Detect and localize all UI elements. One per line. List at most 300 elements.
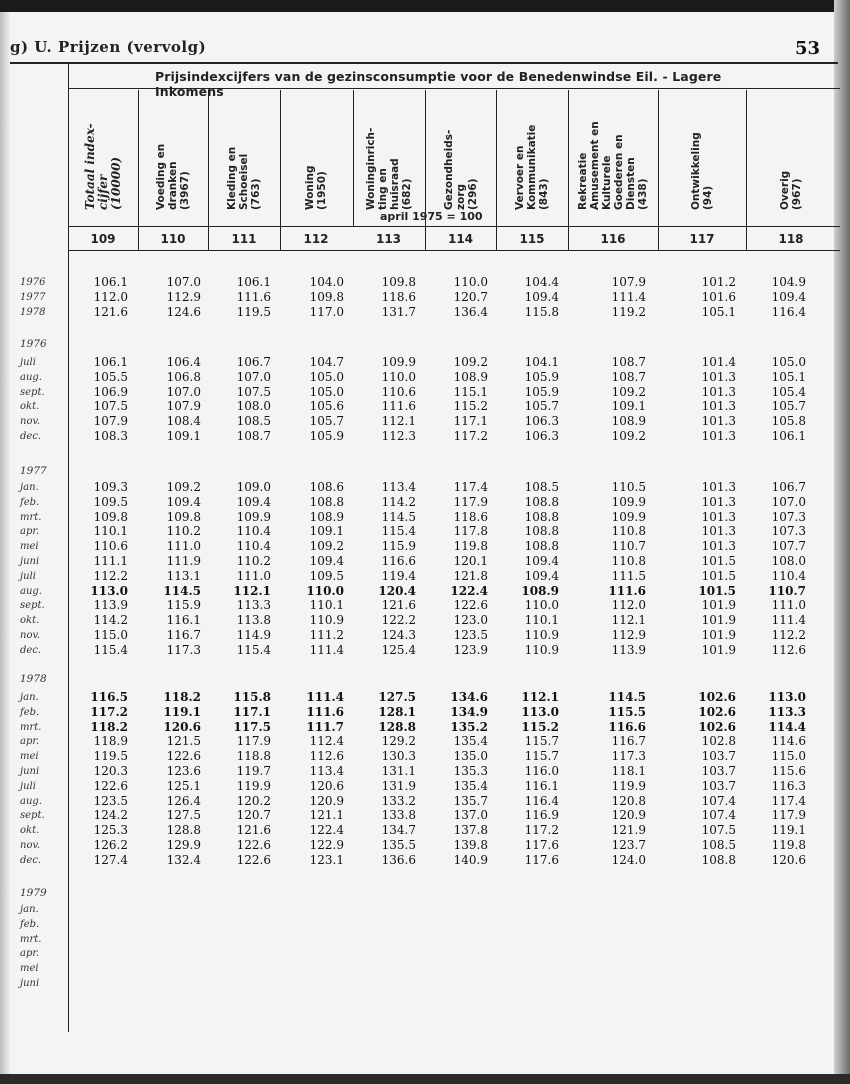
column-header — [70, 92, 136, 210]
table-cell: 108.8 — [524, 539, 559, 554]
table-cell: 128.1 — [378, 704, 416, 719]
table-cell: 111.6 — [608, 583, 646, 598]
row-label: aug. — [20, 585, 42, 597]
row-label: feb. — [20, 918, 40, 930]
column-rule — [658, 90, 659, 250]
table-cell: 135.3 — [453, 764, 488, 778]
column-number: 115 — [519, 232, 545, 246]
table-cell: 108.8 — [701, 852, 736, 867]
base-period-note: april 1975 = 100 — [380, 210, 483, 223]
column-number: 117 — [689, 232, 715, 246]
table-cell: 114.9 — [236, 628, 271, 642]
table-cell: 115.8 — [233, 690, 271, 704]
table-cell: 114.5 — [608, 690, 646, 704]
table-cell: 112.1 — [233, 583, 271, 598]
table-cell: 105.0 — [771, 355, 806, 369]
scan-border-right — [834, 0, 850, 1084]
table-cell: 110.9 — [524, 628, 559, 642]
table-cell: 111.0 — [166, 539, 201, 554]
table-cell: 118.6 — [381, 289, 416, 304]
row-label: 1976 — [20, 277, 46, 288]
table-cell: 110.9 — [524, 642, 559, 657]
column-rule — [496, 90, 497, 250]
table-cell: 124.6 — [166, 304, 201, 319]
table-cell: 121.5 — [166, 734, 201, 749]
table-cell: 112.3 — [381, 429, 416, 443]
table-cell: 122.6 — [236, 852, 271, 867]
table-cell: 118.2 — [163, 690, 201, 704]
table-cell: 123.0 — [453, 613, 488, 628]
table-cell: 123.5 — [93, 793, 128, 808]
row-label: jan. — [20, 692, 39, 703]
table-cell: 110.0 — [381, 369, 416, 384]
table-cell: 126.4 — [166, 793, 201, 808]
column-rule — [746, 90, 747, 250]
row-label: mrt. — [20, 511, 42, 523]
column-header — [210, 92, 278, 210]
table-cell: 110.2 — [236, 554, 271, 568]
table-cell: 111.4 — [771, 613, 806, 628]
column-number: 112 — [303, 232, 329, 246]
table-cell: 116.3 — [771, 778, 806, 793]
table-cell: 109.1 — [611, 399, 646, 414]
table-cell: 119.9 — [611, 778, 646, 793]
table-cell: 108.8 — [524, 524, 559, 539]
column-rule — [208, 90, 209, 250]
table-cell: 107.0 — [236, 369, 271, 384]
row-label: juli — [20, 780, 36, 792]
table-cell: 113.8 — [236, 613, 271, 628]
table-cell: 117.9 — [236, 734, 271, 749]
table-cell: 123.5 — [453, 628, 488, 642]
table-cell: 135.2 — [450, 719, 488, 734]
column-header-label: Vervoer en Kommunikatie (843) — [514, 124, 550, 210]
table-cell: 109.9 — [381, 355, 416, 369]
table-cell: 105.0 — [309, 384, 344, 399]
table-cell: 120.9 — [309, 793, 344, 808]
table-cell: 105.7 — [309, 414, 344, 429]
table-cell: 113.9 — [611, 642, 646, 657]
table-cell: 112.0 — [611, 598, 646, 613]
column-number: 110 — [160, 232, 186, 246]
stub-rule — [68, 62, 69, 1032]
table-cell: 131.9 — [381, 778, 416, 793]
table-cell: 101.2 — [701, 275, 736, 289]
table-cell: 101.5 — [698, 583, 736, 598]
table-cell: 105.8 — [771, 414, 806, 429]
table-cell: 131.7 — [381, 304, 416, 319]
row-label: mei — [20, 963, 39, 975]
column-number: 116 — [600, 232, 626, 246]
table-cell: 111.4 — [309, 642, 344, 657]
table-cell: 117.2 — [524, 823, 559, 838]
column-rule — [568, 90, 569, 250]
column-header — [570, 92, 656, 210]
table-cell: 108.7 — [611, 369, 646, 384]
table-cell: 106.3 — [524, 429, 559, 443]
table-cell: 109.8 — [93, 509, 128, 524]
row-label: okt. — [20, 615, 40, 627]
table-cell: 120.4 — [378, 583, 416, 598]
table-cell: 101.9 — [701, 598, 736, 613]
table-cell: 110.8 — [611, 554, 646, 568]
table-cell: 101.4 — [701, 355, 736, 369]
table-cell: 117.1 — [453, 414, 488, 429]
table-cell: 110.4 — [236, 539, 271, 554]
table-cell: 101.3 — [701, 384, 736, 399]
table-cell: 115.0 — [93, 628, 128, 642]
table-cell: 116.6 — [381, 554, 416, 568]
table-cell: 112.0 — [93, 289, 128, 304]
table-cell: 109.2 — [166, 480, 201, 494]
column-number: 111 — [231, 232, 257, 246]
table-cell: 106.7 — [236, 355, 271, 369]
table-cell: 117.2 — [453, 429, 488, 443]
table-cell: 119.5 — [236, 304, 271, 319]
table-cell: 106.3 — [524, 414, 559, 429]
table-cell: 108.8 — [524, 494, 559, 509]
table-cell: 120.2 — [236, 793, 271, 808]
table-cell: 122.6 — [453, 598, 488, 613]
table-cell: 135.5 — [381, 838, 416, 852]
row-label: sept. — [20, 386, 45, 398]
row-label: dec. — [20, 644, 42, 656]
row-label: 1978 — [20, 306, 46, 318]
table-cell: 108.8 — [309, 494, 344, 509]
table-cell: 117.9 — [771, 808, 806, 823]
table-cell: 109.4 — [524, 554, 559, 568]
table-cell: 120.9 — [611, 808, 646, 823]
table-cell: 120.7 — [236, 808, 271, 823]
table-cell: 110.0 — [453, 275, 488, 289]
table-cell: 105.5 — [93, 369, 128, 384]
table-cell: 105.0 — [309, 369, 344, 384]
table-cell: 101.3 — [701, 524, 736, 539]
table-cell: 111.4 — [611, 289, 646, 304]
scan-border-bottom — [0, 1074, 850, 1084]
table-cell: 118.9 — [93, 734, 128, 749]
row-label: mei — [20, 751, 39, 763]
table-cell: 110.5 — [611, 480, 646, 494]
table-cell: 101.5 — [701, 568, 736, 583]
table-cell: 107.5 — [236, 384, 271, 399]
column-rule — [138, 90, 139, 250]
table-cell: 111.4 — [306, 690, 344, 704]
table-cell: 110.2 — [166, 524, 201, 539]
table-cell: 108.0 — [236, 399, 271, 414]
table-cell: 117.3 — [166, 642, 201, 657]
table-cell: 119.5 — [93, 749, 128, 764]
table-cell: 123.6 — [166, 764, 201, 778]
table-cell: 110.8 — [611, 524, 646, 539]
row-label: nov. — [20, 840, 41, 851]
table-cell: 114.5 — [381, 509, 416, 524]
table-cell: 105.7 — [771, 399, 806, 414]
table-cell: 109.1 — [166, 429, 201, 443]
table-cell: 109.3 — [93, 480, 128, 494]
table-cell: 134.6 — [450, 690, 488, 704]
table-cell: 118.1 — [611, 764, 646, 778]
table-cell: 135.7 — [453, 793, 488, 808]
table-cell: 101.3 — [701, 494, 736, 509]
table-cell: 136.4 — [453, 304, 488, 319]
column-rule — [353, 90, 354, 226]
table-cell: 125.1 — [166, 778, 201, 793]
row-label-year: 1977 — [20, 465, 47, 477]
table-cell: 108.5 — [236, 414, 271, 429]
table-cell: 119.2 — [611, 304, 646, 319]
table-cell: 111.0 — [236, 568, 271, 583]
row-label: feb. — [20, 496, 40, 508]
table-cell: 130.3 — [381, 749, 416, 764]
table-cell: 109.4 — [524, 289, 559, 304]
table-cell: 109.2 — [309, 539, 344, 554]
table-cell: 107.4 — [701, 793, 736, 808]
table-cell: 116.1 — [524, 778, 559, 793]
table-cell: 113.3 — [236, 598, 271, 613]
table-cell: 105.4 — [771, 384, 806, 399]
table-title: Prijsindexcijfers van de gezinsconsumptie voor de Benedenwindse Eil. - Lagere Inkomens — [155, 69, 722, 99]
table-cell: 111.7 — [306, 719, 344, 734]
table-cell: 139.8 — [453, 838, 488, 852]
table-cell: 105.6 — [309, 399, 344, 414]
table-cell: 106.7 — [771, 480, 806, 494]
table-cell: 117.6 — [524, 838, 559, 852]
column-header-label: Rekreatie Amusement en Kulturele Goederen en Diensten (438) — [577, 121, 649, 210]
table-cell: 128.8 — [166, 823, 201, 838]
table-cell: 109.4 — [236, 494, 271, 509]
table-cell: 119.1 — [163, 704, 201, 719]
table-cell: 112.2 — [771, 628, 806, 642]
table-cell: 112.2 — [93, 568, 128, 583]
table-cell: 115.2 — [453, 399, 488, 414]
column-header-label: Woninginrich- ting en huisraad (682) — [364, 127, 413, 210]
table-cell: 108.9 — [521, 583, 559, 598]
column-rule — [425, 90, 426, 250]
row-label: juni — [20, 556, 40, 567]
table-cell: 107.9 — [166, 399, 201, 414]
table-cell: 107.0 — [166, 384, 201, 399]
table-cell: 101.5 — [701, 554, 736, 568]
table-cell: 106.1 — [93, 355, 128, 369]
table-cell: 116.1 — [166, 613, 201, 628]
column-header-label: Kleding en Schoeisel (763) — [226, 146, 262, 210]
column-header — [140, 92, 206, 210]
table-cell: 136.6 — [381, 852, 416, 867]
table-cell: 109.4 — [524, 568, 559, 583]
table-cell: 101.9 — [701, 628, 736, 642]
table-cell: 112.6 — [771, 642, 806, 657]
row-label: juni — [20, 766, 40, 777]
column-header — [660, 92, 744, 210]
column-number: 109 — [90, 232, 116, 246]
table-cell: 106.1 — [771, 429, 806, 443]
table-cell: 118.6 — [453, 509, 488, 524]
table-cell: 108.7 — [236, 429, 271, 443]
table-cell: 115.9 — [381, 539, 416, 554]
table-cell: 127.5 — [378, 690, 416, 704]
table-cell: 104.0 — [309, 275, 344, 289]
row-label: apr. — [20, 736, 40, 748]
table-cell: 108.7 — [611, 355, 646, 369]
table-cell: 109.0 — [236, 480, 271, 494]
column-header — [427, 92, 494, 210]
table-cell: 108.5 — [701, 838, 736, 852]
table-cell: 105.7 — [524, 399, 559, 414]
table-cell: 112.1 — [611, 613, 646, 628]
table-cell: 116.5 — [90, 690, 128, 704]
table-cell: 112.4 — [309, 734, 344, 749]
table-cell: 105.1 — [771, 369, 806, 384]
table-cell: 107.3 — [771, 509, 806, 524]
table-cell: 110.4 — [771, 568, 806, 583]
table-cell: 114.6 — [771, 734, 806, 749]
table-cell: 108.5 — [524, 480, 559, 494]
table-cell: 101.9 — [701, 613, 736, 628]
column-header-label: Woning (1950) — [304, 165, 328, 210]
table-cell: 120.1 — [453, 554, 488, 568]
table-cell: 111.6 — [306, 704, 344, 719]
table-cell: 107.9 — [611, 275, 646, 289]
table-cell: 119.7 — [236, 764, 271, 778]
table-cell: 105.1 — [701, 304, 736, 319]
column-header-label: Ontwikkeling (94) — [690, 132, 714, 210]
table-cell: 118.8 — [236, 749, 271, 764]
table-cell: 117.0 — [309, 304, 344, 319]
table-cell: 116.0 — [524, 764, 559, 778]
table-cell: 115.8 — [524, 304, 559, 319]
table-cell: 111.6 — [381, 399, 416, 414]
table-cell: 104.1 — [524, 355, 559, 369]
table-cell: 120.7 — [453, 289, 488, 304]
table-cell: 140.9 — [453, 852, 488, 867]
column-number: 113 — [375, 232, 402, 246]
table-cell: 115.1 — [453, 384, 488, 399]
table-cell: 101.3 — [701, 539, 736, 554]
table-cell: 113.3 — [768, 704, 806, 719]
table-cell: 110.7 — [768, 583, 806, 598]
column-number: 118 — [778, 232, 804, 246]
row-label: aug. — [20, 371, 42, 383]
row-label: apr. — [20, 948, 40, 960]
table-cell: 106.1 — [236, 275, 271, 289]
table-cell: 109.9 — [236, 509, 271, 524]
table-cell: 113.0 — [768, 690, 806, 704]
row-label: okt. — [20, 825, 40, 837]
table-cell: 119.8 — [771, 838, 806, 852]
table-cell: 110.7 — [611, 539, 646, 554]
table-cell: 111.9 — [166, 554, 201, 568]
table-cell: 114.5 — [163, 583, 201, 598]
table-cell: 122.4 — [450, 583, 488, 598]
table-cell: 111.0 — [771, 598, 806, 613]
table-cell: 109.9 — [611, 509, 646, 524]
table-cell: 137.0 — [453, 808, 488, 823]
table-cell: 110.4 — [236, 524, 271, 539]
row-label: dec. — [20, 431, 42, 442]
table-cell: 111.6 — [236, 289, 271, 304]
table-cell: 111.5 — [611, 568, 646, 583]
table-cell: 110.1 — [93, 524, 128, 539]
table-cell: 113.9 — [93, 598, 128, 613]
table-cell: 135.4 — [453, 778, 488, 793]
row-label: okt. — [20, 401, 40, 413]
table-cell: 115.5 — [608, 704, 646, 719]
table-cell: 122.4 — [309, 823, 344, 838]
table-cell: 107.4 — [701, 808, 736, 823]
table-cell: 123.7 — [611, 838, 646, 852]
table-cell: 125.3 — [93, 823, 128, 838]
row-label: sept. — [20, 810, 45, 822]
table-cell: 112.9 — [611, 628, 646, 642]
table-cell: 101.9 — [701, 642, 736, 657]
column-header-label: Gezondheids- zorg (296) — [442, 129, 479, 210]
table-cell: 116.6 — [608, 719, 646, 734]
table-cell: 117.5 — [233, 719, 271, 734]
table-cell: 106.9 — [93, 384, 128, 399]
table-cell: 109.2 — [453, 355, 488, 369]
table-cell: 117.6 — [524, 852, 559, 867]
table-cell: 111.1 — [93, 554, 128, 568]
table-cell: 107.0 — [166, 275, 201, 289]
row-label: juli — [20, 357, 36, 368]
table-cell: 115.0 — [771, 749, 806, 764]
table-cell: 113.1 — [166, 568, 201, 583]
table-cell: 120.6 — [771, 852, 806, 867]
table-cell: 109.2 — [611, 429, 646, 443]
table-cell: 129.9 — [166, 838, 201, 852]
table-cell: 124.0 — [611, 852, 646, 867]
table-cell: 119.9 — [236, 778, 271, 793]
table-cell: 116.7 — [166, 628, 201, 642]
table-cell: 112.6 — [309, 749, 344, 764]
table-cell: 117.3 — [611, 749, 646, 764]
table-cell: 107.5 — [93, 399, 128, 414]
table-cell: 121.8 — [453, 568, 488, 583]
row-label: apr. — [20, 526, 40, 538]
table-cell: 108.9 — [453, 369, 488, 384]
table-cell: 122.6 — [236, 838, 271, 852]
row-label: jan. — [20, 482, 39, 493]
row-label: juni — [20, 978, 40, 989]
table-cell: 110.6 — [93, 539, 128, 554]
table-cell: 108.4 — [166, 414, 201, 429]
table-cell: 108.6 — [309, 480, 344, 494]
table-cell: 131.1 — [381, 764, 416, 778]
table-cell: 116.9 — [524, 808, 559, 823]
table-cell: 107.0 — [771, 494, 806, 509]
base-rule — [68, 226, 840, 227]
table-cell: 121.1 — [309, 808, 344, 823]
row-label: sept. — [20, 600, 45, 612]
table-cell: 122.6 — [93, 778, 128, 793]
table-cell: 105.9 — [524, 369, 559, 384]
table-cell: 110.0 — [524, 598, 559, 613]
row-label: jan. — [20, 904, 39, 915]
table-cell: 116.7 — [611, 734, 646, 749]
table-cell: 101.3 — [701, 480, 736, 494]
table-cell: 103.7 — [701, 778, 736, 793]
table-cell: 103.7 — [701, 764, 736, 778]
row-label: mrt. — [20, 721, 42, 733]
table-cell: 108.3 — [93, 429, 128, 443]
row-label: mrt. — [20, 933, 42, 945]
row-label-year: 1976 — [20, 338, 47, 350]
table-cell: 109.4 — [771, 289, 806, 304]
row-label: nov. — [20, 630, 41, 641]
table-cell: 128.8 — [378, 719, 416, 734]
table-cell: 109.8 — [381, 275, 416, 289]
